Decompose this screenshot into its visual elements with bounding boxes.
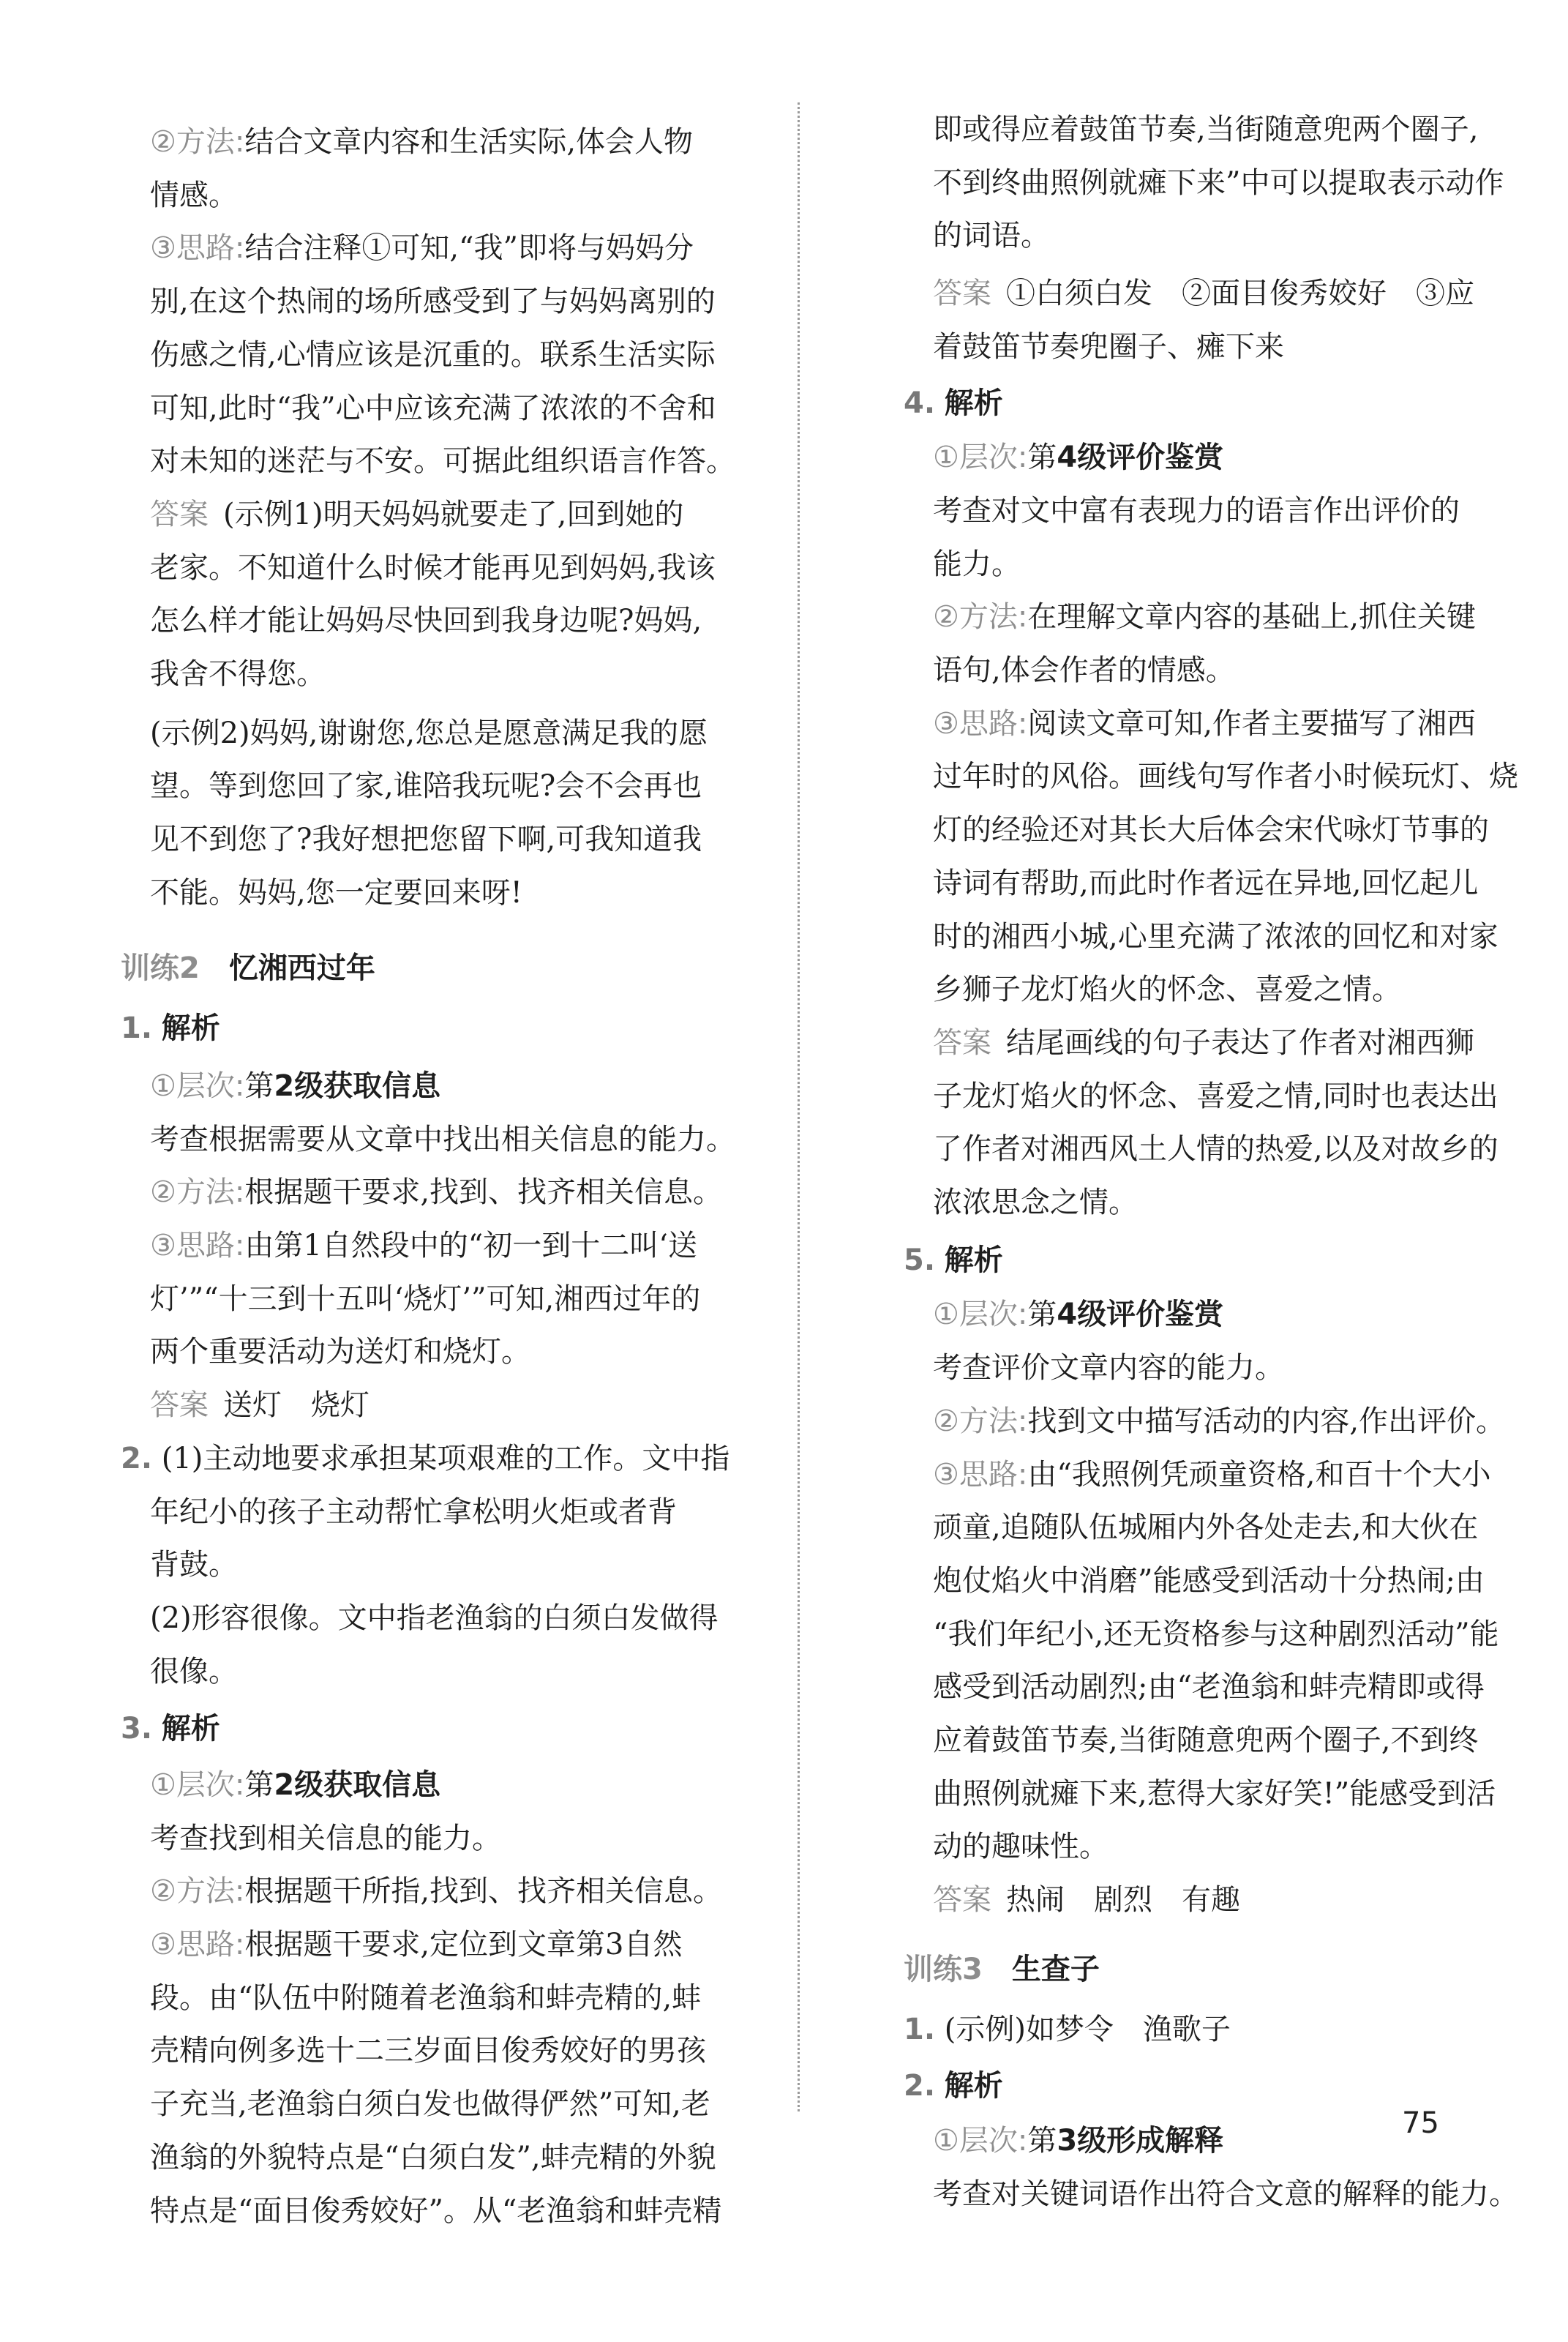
- paragraph-text: 渔翁的外貌特点是“白须白发”,蚌壳精的外貌: [150, 2141, 716, 2174]
- step-text: 在理解文章内容的基础上,抓住关键: [1027, 600, 1477, 634]
- text-line: [150, 822, 702, 857]
- text-line: [933, 1723, 1478, 1758]
- paragraph-text: 曲照例就瘫下来,惹得大家好笑!”能感受到活: [933, 1777, 1496, 1811]
- step-label: ③思路:: [150, 1928, 245, 1961]
- text-line: [933, 1669, 1485, 1705]
- paragraph-text: 炮仗焰火中消磨”能感受到活动十分热闹;由: [933, 1564, 1485, 1598]
- text-line: [150, 1601, 719, 1636]
- text-line: [933, 1510, 1478, 1545]
- paragraph-text: 过年时的风俗。画线句写作者小时候玩灯、烧: [933, 760, 1518, 793]
- text-line: [904, 1243, 1003, 1278]
- text-line: [933, 1185, 1138, 1220]
- answer-text: 送灯 烧灯: [223, 1388, 370, 1422]
- text-line: [121, 951, 375, 986]
- section-label: 解析: [161, 1011, 220, 1045]
- paragraph-text: 感受到活动剧烈;由“老渔翁和蚌壳精即或得: [933, 1670, 1485, 1704]
- paragraph-text: 应着鼓笛节奏,当街随意兜两个圈子,不到终: [933, 1724, 1479, 1757]
- paragraph-text: 对未知的迷茫与不安。可据此组织语言作答。: [150, 444, 735, 478]
- page-number: 75: [1402, 2106, 1439, 2140]
- training-label: 训练3: [904, 1953, 983, 1986]
- answer-text: 热闹 剧烈 有趣: [1006, 1883, 1240, 1917]
- step-label: ②方法:: [150, 125, 245, 159]
- text-line: [933, 440, 1223, 475]
- text-line: [150, 1767, 440, 1803]
- step-label: ③思路:: [933, 1458, 1028, 1492]
- text-line: [933, 1617, 1499, 1652]
- text-line: [150, 284, 716, 319]
- text-line: [933, 1025, 1474, 1060]
- text-line: [150, 716, 708, 751]
- paragraph-text: 情感。: [150, 179, 238, 212]
- item-number: 2.: [904, 2069, 936, 2103]
- paragraph-text: 段。由“队伍中附随着老渔翁和蚌壳精的,蚌: [150, 1981, 702, 2015]
- text-line: [150, 2087, 710, 2122]
- text-line: [150, 2193, 721, 2229]
- paragraph-text: 可知,此时“我”心中应该充满了浓浓的不舍和: [150, 392, 716, 425]
- paragraph-text: 老家。不知道什么时候才能再见到妈妈,我该: [150, 551, 716, 585]
- item-number: 4.: [904, 386, 936, 420]
- text-line: [933, 759, 1518, 794]
- paragraph-text: 伤感之情,心情应该是沉重的。联系生活实际: [150, 338, 716, 372]
- text-line: [150, 1927, 683, 1962]
- level-prefix: 第: [1027, 441, 1057, 474]
- text-line: [150, 875, 522, 910]
- paragraph-text: 考查评价文章内容的能力。: [933, 1351, 1284, 1385]
- step-label: ③思路:: [933, 707, 1028, 741]
- text-line: [933, 919, 1498, 954]
- section-label: 解析: [944, 386, 1003, 420]
- paragraph-text: 两个重要活动为送灯和烧灯。: [150, 1335, 530, 1369]
- paragraph-text: 考查对文中富有表现力的语言作出评价的: [933, 494, 1460, 528]
- text-line: [933, 1776, 1496, 1811]
- paragraph-text: 不到终曲照例就瘫下来”中可以提取表示动作: [933, 166, 1504, 200]
- text-line: [933, 1882, 1240, 1918]
- step-text: 根据题干所指,找到、找齐相关信息。: [244, 1874, 723, 1908]
- paragraph-text: 灯’”“十三到十五叫‘烧灯’”可知,湘西过年的: [150, 1282, 701, 1316]
- item-number: 1.: [904, 2013, 936, 2046]
- text-line: [150, 550, 716, 586]
- step-label: ②方法:: [933, 600, 1028, 634]
- level-prefix: 第: [1027, 2124, 1057, 2158]
- answer-text: (示例)如梦令 渔歌子: [944, 2013, 1231, 2046]
- answer-label: 答案: [933, 277, 991, 310]
- step-text: 阅读文章可知,作者主要描写了湘西: [1027, 707, 1477, 741]
- level-label: ①层次:: [933, 441, 1028, 474]
- paragraph-text: 考查对关键词语作出符合文意的解释的能力。: [933, 2177, 1518, 2211]
- text-line: [933, 112, 1478, 147]
- step-text: 由“我照例凭顽童资格,和百十个大小: [1027, 1458, 1491, 1492]
- answer-text: ①白须白发 ②面目俊秀姣好 ③应: [1006, 277, 1474, 310]
- text-line: [121, 1441, 729, 1476]
- text-line: [150, 178, 238, 213]
- paragraph-text: 年纪小的孩子主动帮忙拿松明火炬或者背: [150, 1495, 677, 1529]
- step-text: 根据题干要求,定位到文章第3自然: [244, 1928, 683, 1961]
- text-line: [933, 1563, 1485, 1598]
- step-label: ③思路:: [150, 231, 245, 265]
- training-title: 生查子: [1011, 1953, 1100, 1986]
- paragraph-text: 不能。妈妈,您一定要回来呀!: [150, 876, 522, 910]
- text-line: [933, 866, 1478, 901]
- text-line: [933, 599, 1476, 635]
- text-line: [150, 1334, 530, 1369]
- paragraph-text: (2)形容很像。文中指老渔翁的白须白发做得: [150, 1601, 719, 1635]
- step-text: 结合文章内容和生活实际,体会人物: [244, 125, 694, 159]
- paragraph-text: 怎么样才能让妈妈尽快回到我身边呢?妈妈,: [150, 604, 702, 637]
- paragraph-text: 子充当,老渔翁白须白发也做得俨然”可知,老: [150, 2087, 710, 2121]
- level-label: ①层次:: [933, 1298, 1028, 1331]
- level-name: 级评价鉴赏: [1077, 441, 1224, 474]
- text-line: [904, 2068, 1003, 2103]
- text-line: [933, 1131, 1498, 1167]
- item-number: 3.: [121, 1712, 153, 1746]
- text-line: [150, 2033, 706, 2068]
- text-line: [150, 1122, 735, 1157]
- level-label: ①层次:: [150, 1768, 245, 1802]
- paragraph-text: “我们年纪小,还无资格参与这种剧烈活动”能: [933, 1617, 1499, 1651]
- paragraph-text: 别,在这个热闹的场所感受到了与妈妈离别的: [150, 285, 716, 318]
- text-line: [933, 2177, 1518, 2212]
- text-line: [933, 329, 1284, 364]
- paragraph-text: 了作者对湘西风土人情的热爱,以及对故乡的: [933, 1132, 1498, 1166]
- paragraph-text: 时的湘西小城,心里充满了浓浓的回忆和对家: [933, 920, 1498, 954]
- text-line: [150, 497, 683, 532]
- item-number: 2.: [121, 1442, 153, 1475]
- paragraph-text: 考查根据需要从文章中找出相关信息的能力。: [150, 1123, 735, 1156]
- step-label: ③思路:: [150, 1229, 245, 1262]
- answer-label: 答案: [150, 1388, 209, 1422]
- level-prefix: 第: [244, 1768, 274, 1802]
- level-name: 级评价鉴赏: [1077, 1298, 1224, 1331]
- level-number: 2: [274, 1069, 295, 1103]
- paragraph-text: 诗词有帮助,而此时作者远在异地,回忆起儿: [933, 867, 1479, 900]
- level-prefix: 第: [244, 1069, 274, 1103]
- text-line: [150, 1874, 722, 1909]
- text-line: [150, 1388, 370, 1423]
- text-line: [150, 1654, 238, 1689]
- paragraph-text: 特点是“面目俊秀姣好”。从“老渔翁和蚌壳精: [150, 2194, 722, 2228]
- text-line: [121, 1711, 220, 1746]
- answer-label: 答案: [933, 1883, 991, 1917]
- text-line: [150, 337, 716, 373]
- text-line: [150, 656, 326, 692]
- text-line: [150, 768, 702, 804]
- text-line: [933, 812, 1489, 848]
- level-label: ①层次:: [150, 1069, 245, 1103]
- text-line: [933, 1829, 1109, 1864]
- paragraph-text: 我舍不得您。: [150, 657, 326, 691]
- section-label: 解析: [161, 1712, 220, 1746]
- text-line: [150, 124, 693, 160]
- paragraph-text: 很像。: [150, 1655, 238, 1688]
- paragraph-text: 的词语。: [933, 219, 1050, 252]
- paragraph-text: 能力。: [933, 547, 1021, 581]
- paragraph-text: 考查找到相关信息的能力。: [150, 1822, 501, 1855]
- paragraph-text: 乡狮子龙灯焰火的怀念、喜爱之情。: [933, 973, 1401, 1006]
- text-line: [150, 603, 702, 638]
- text-line: [121, 1011, 220, 1046]
- text-line: [933, 1457, 1491, 1492]
- paragraph-text: 壳精向例多选十二三岁面目俊秀姣好的男孩: [150, 2034, 706, 2068]
- text-line: [904, 1952, 1100, 1987]
- text-line: [150, 231, 694, 266]
- text-line: [150, 1980, 701, 2016]
- training-label: 训练2: [121, 951, 200, 985]
- answer-text: 结尾画线的句子表达了作者对湘西狮: [1006, 1026, 1474, 1060]
- level-name: 级获取信息: [294, 1768, 441, 1802]
- text-line: [933, 493, 1460, 528]
- text-line: [150, 1282, 700, 1317]
- paragraph-text: (示例2)妈妈,谢谢您,您总是愿意满足我的愿: [150, 717, 708, 750]
- paragraph-text: 浓浓思念之情。: [933, 1186, 1138, 1219]
- section-label: 解析: [944, 2069, 1003, 2103]
- paragraph-text: 子龙灯焰火的怀念、喜爱之情,同时也表达出: [933, 1080, 1498, 1113]
- text-line: [933, 653, 1235, 688]
- column-divider: [798, 102, 800, 2111]
- text-line: [150, 444, 735, 479]
- level-number: 4: [1057, 1298, 1078, 1331]
- paragraph-text: 即或得应着鼓笛节奏,当街随意兜两个圈子,: [933, 113, 1479, 146]
- paragraph-text: 顽童,追随队伍城厢内外各处走去,和大伙在: [933, 1511, 1479, 1544]
- level-number: 2: [274, 1768, 295, 1802]
- text-line: [150, 1069, 440, 1104]
- text-line: [933, 706, 1476, 741]
- paragraph-text: 动的趣味性。: [933, 1830, 1109, 1863]
- step-label: ②方法:: [933, 1404, 1028, 1438]
- text-line: [150, 2140, 716, 2175]
- step-label: ②方法:: [150, 1874, 245, 1908]
- text-line: [933, 276, 1474, 311]
- step-text: 找到文中描写活动的内容,作出评价。: [1027, 1404, 1506, 1438]
- section-label: 解析: [944, 1243, 1003, 1277]
- training-title: 忆湘西过年: [228, 951, 375, 985]
- paragraph-text: 灯的经验还对其长大后体会宋代咏灯节事的: [933, 813, 1489, 847]
- level-name: 级形成解释: [1077, 2124, 1224, 2158]
- text-line: [150, 1175, 722, 1210]
- paragraph-text: 望。等到您回了家,谁陪我玩呢?会不会再也: [150, 769, 702, 803]
- text-line: [150, 1821, 501, 1856]
- answer-text: (示例1)明天妈妈就要走了,回到她的: [223, 498, 684, 531]
- text-line: [933, 1297, 1223, 1332]
- step-text: 由第1自然段中的“初一到十二叫‘送: [244, 1229, 697, 1262]
- answer-label: 答案: [150, 498, 209, 531]
- text-line: [150, 1494, 677, 1530]
- level-prefix: 第: [1027, 1298, 1057, 1331]
- step-text: 结合注释①可知,“我”即将与妈妈分: [244, 231, 694, 265]
- paragraph-text: 语句,体会作者的情感。: [933, 654, 1235, 687]
- paragraph-text: 背鼓。: [150, 1548, 238, 1582]
- level-label: ①层次:: [933, 2124, 1028, 2158]
- text-line: [904, 386, 1003, 421]
- text-line: [933, 547, 1021, 582]
- level-number: 3: [1057, 2124, 1078, 2158]
- item-number: 1.: [121, 1011, 153, 1045]
- item-number: 5.: [904, 1243, 936, 1277]
- level-number: 4: [1057, 441, 1078, 474]
- text-line: [933, 1079, 1498, 1114]
- text-line: [933, 2123, 1223, 2158]
- text-line: [933, 1350, 1284, 1385]
- step-text: 根据题干要求,找到、找齐相关信息。: [244, 1175, 723, 1209]
- text-line: [150, 391, 716, 426]
- text-line: [150, 1228, 697, 1263]
- paragraph-text: 见不到您了?我好想把您留下啊,可我知道我: [150, 823, 702, 856]
- text-line: [933, 1404, 1505, 1439]
- paragraph-text: 着鼓笛节奏兜圈子、瘫下来: [933, 330, 1284, 364]
- answer-text: (1)主动地要求承担某项艰难的工作。文中指: [161, 1442, 730, 1475]
- text-line: [150, 1547, 238, 1582]
- text-line: [904, 2012, 1231, 2047]
- text-line: [933, 218, 1050, 253]
- text-line: [933, 972, 1401, 1007]
- level-name: 级获取信息: [294, 1069, 441, 1103]
- text-line: [933, 165, 1504, 201]
- step-label: ②方法:: [150, 1175, 245, 1209]
- answer-label: 答案: [933, 1026, 991, 1060]
